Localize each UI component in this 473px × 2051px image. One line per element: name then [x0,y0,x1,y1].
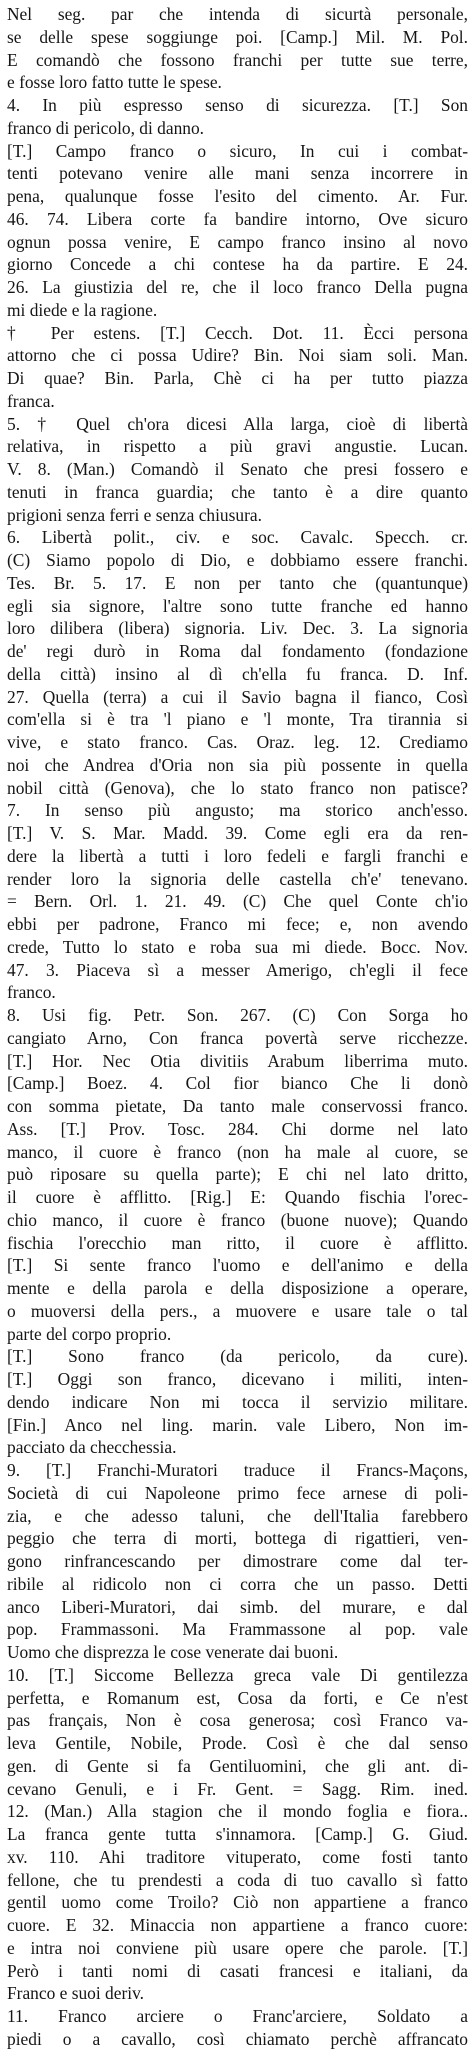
text-line: e fosse loro fatto tutte le spese. [7,72,222,93]
text-line: pop. Frammassoni. Ma Frammassone al pop. vale [7,1619,468,1640]
text-line: gono rinfrancescando per dimostrare come dal ter- [7,1551,468,1571]
text-line: 27. Quella (terra) a cui il Savio bagna il fianco, Così [7,686,468,707]
text-line: e intra noi conviene più usare opere che parole. [T.] [7,1937,468,1958]
text-line: 5. † Quel ch'ora dicesi Alla larga, cioè di libertà [7,413,468,434]
text-line: = Bern. Orl. 1. 21. 49. (C) Che quel Conte ch'io [7,891,468,912]
text-line: fischia l'orecchio man ritto, il cuore è afflitto. [7,1232,468,1253]
text-line: perfetta, e Romanum est, Cosa da forti, e Ce n'est [7,1687,468,1708]
text-line: [T.] Si sente franco l'uomo e dell'animo e della [7,1255,468,1276]
text-line: manco, il cuore è franco (non ha male al cuore, se [7,1141,468,1162]
text-line: [T.] V. S. Mar. Madd. 39. Come egli era da ren- [7,823,468,843]
text-line: leva Gentile, Nobile, Prode. Così è che dal senso [7,1733,468,1753]
text-line: parte del corpo proprio. [7,1323,172,1344]
text-line: [T.] Hor. Nec Otia divitiis Arabum liberrima muto. [7,1050,468,1071]
text-line: ebbi per padrone, Franco mi fece; e, non avendo [7,914,468,934]
text-line: 8. Usi fig. Petr. Son. 267. (C) Con Sorga ho [7,1005,468,1025]
text-line: mi diede e la ragione. [7,299,158,320]
text-line: il cuore è afflitto. [Rig.] E: Quando fischia l'orec- [7,1187,468,1207]
text-line: anco Liberi-Muratori, dai simb. del murare, e dal [7,1596,468,1617]
text-line: franco di pericolo, di danno. [7,117,205,138]
text-line: loro dilibera (libera) signoria. Liv. Dec. 3. La signoria [7,618,468,639]
text-line: gen. di Gente si fa Gentiluomini, che gli ant. di- [7,1755,468,1776]
text-line: giorno Concede a chi contese ha da partire. E 24. [7,254,468,275]
text-line: Tes. Br. 5. 17. E non per tanto che (quantunque) [7,572,468,593]
text-line: 9. [T.] Franchi-Muratori traduce il Francs-Maçons, [7,1460,468,1480]
text-line: Franco e suoi deriv. [7,1983,144,2004]
text-line: 4. In più espresso senso di sicurezza. [T.] Son [7,95,468,115]
text-line: pacciato da checchessia. [7,1437,177,1458]
text-line: prigioni senza ferri e senza chiusura. [7,504,262,525]
text-line: ognun possa venire, E campo franco insino al novo [7,231,468,252]
text-line: 10. [T.] Siccome Bellezza greca vale Di gentilezza [7,1664,468,1685]
text-line: egli sia signore, l'altre sono tutte franche ed hanno [7,595,468,616]
text-line: della città) insino al dì ch'ella fu franca. D. Inf. [7,663,468,684]
text-line: franco. [7,982,56,1003]
text-line: noi che Andrea d'Oria non sia più possente in quella [7,754,468,775]
text-line: Di quae? Bin. Parla, Chè ci ha per tutto piazza [7,368,468,388]
text-line: V. 8. (Man.) Comandò il Senato che presi fossero e [7,459,468,479]
text-line: xv. 110. Ahi traditore vituperato, come fosti tanto [7,1846,468,1867]
text-line: 46. 74. Libera corte fa bandire intorno, Ove sicuro [7,208,468,229]
text-line: render loro la signoria delle castella ch'e' tenevano. [7,868,468,889]
text-line: con somma pietate, Da tanto male conservossi franco. [7,1096,468,1116]
text-line: com'ella si è tra 'l piano e 'l monte, Tra tirannia si [7,709,468,730]
text-line: chio manco, il cuore è franco (buone nuove); Quando [7,1209,468,1230]
text-line: dere la libertà a tutti i loro fedeli e fargli franchi e [7,845,468,866]
text-line: può riposare su quella parte); E chi nel lato dritto, [7,1164,468,1185]
text-line: 12. (Man.) Alla stagion che il mondo foglia e fiora.. [7,1801,468,1822]
text-line: relativa, in rispetto a più gravi angustie. Lucan. [7,436,468,457]
text-line: tenuti in franca guardia; che tanto è a dire quanto [7,481,468,502]
text-line: La franca gente tutta s'innamora. [Camp.] G. Giud. [7,1824,468,1844]
text-line: Nel seg. par che intenda di sicurtà personale, [7,4,468,24]
text-line: zia, e che adesso taluni, che dell'Italia farebbero [7,1505,468,1526]
text-line: 47. 3. Piaceva sì a messer Amerigo, ch'egli il fece [7,959,468,980]
text-line: se delle spese soggiunge poi. [Camp.] Mil. M. Pol. [7,26,468,47]
text-line: 6. Libertà polit., civ. e soc. Cavalc. Specch. cr. [7,527,468,548]
text-line: vive, e stato franco. Cas. Oraz. leg. 12. Crediamo [7,732,468,752]
text-line: attorno che ci possa Udire? Bin. Noi siam soli. Man. [7,345,468,366]
text-line: fellone, che tu prendesti a coda di tuo cavallo sì fatto [7,1869,468,1890]
text-line: de' regi durò in Roma dal fondamento (fondazione [7,641,468,661]
text-line: pas français, Non è cosa generosa; così Franco va- [7,1710,468,1731]
text-line: [Camp.] Boez. 4. Col fior bianco Che li donò [7,1073,468,1094]
text-line: † Per estens. [T.] Cecch. Dot. 11. Ècci persona [7,322,468,343]
text-line: tenti potevano venire alle mani senza incorrere in [7,163,468,184]
text-line: piedi o a cavallo, così chiamato perchè affrancato [7,2028,468,2049]
text-line: dendo indicare Non mi tocca il servizio militare. [7,1391,468,1412]
text-line: 26. La giustizia del re, che il loco franco Della pugna [7,277,468,297]
text-line: nobil città (Genova), che lo stato franco non patisce? [7,777,468,798]
text-line: o muoversi della pers., a muovere e usare tale o tal [7,1300,468,1321]
text-line: [T.] Sono franco (da pericolo, da cure). [7,1346,468,1367]
text-line: Società di cui Napoleone primo fece arnese di poli- [7,1482,468,1503]
text-line: pena, qualunque fosse l'esito del cimento. Ar. Fur. [7,186,468,206]
text-line: cevano Genuli, e i Fr. Gent. = Sagg. Rim. ined. [7,1778,468,1799]
text-line: Però i tanti nomi di casati francesi e italiani, da [7,1960,468,1981]
text-line: peggio che terra di morti, bottega di rigattieri, ven- [7,1528,468,1549]
text-line: ribile al ridicolo non ci corra che un passo. Detti [7,1573,468,1594]
text-line: Ass. [T.] Prov. Tosc. 284. Chi dorme nel lato [7,1118,468,1139]
text-line: cuore. E 32. Minaccia non appartiene a franco cuore: [7,1915,468,1935]
text-line: 11. Franco arciere o Franc'arciere, Soldato a [7,2006,468,2026]
text-line: E comandò che fossono franchi per tutte sue terre, [7,49,468,70]
text-line: gentil uomo come Troilo? Ciò non appartiene a franco [7,1892,468,1913]
text-line: franca. [7,390,55,411]
text-line: [Fin.] Anco nel ling. marin. vale Libero, Non im- [7,1414,468,1435]
text-line: [T.] Oggi son franco, dicevano i militi, inten- [7,1369,468,1389]
text-line: [T.] Campo franco o sicuro, In cui i combat- [7,140,468,161]
text-line: cangiato Arno, Con franca povertà serve ricchezze. [7,1027,468,1048]
text-line: 7. In senso più angusto; ma storico anch'esso. [7,800,468,821]
text-line: Uomo che disprezza le cose venerate dai buoni. [7,1642,339,1662]
text-line: (C) Siamo popolo di Dio, e dobbiamo essere franchi. [7,550,468,570]
text-line: mente e della parola e della disposizione a operare, [7,1278,468,1298]
text-line: crede, Tutto lo stato e roba sua mi diede. Bocc. Nov. [7,936,468,957]
